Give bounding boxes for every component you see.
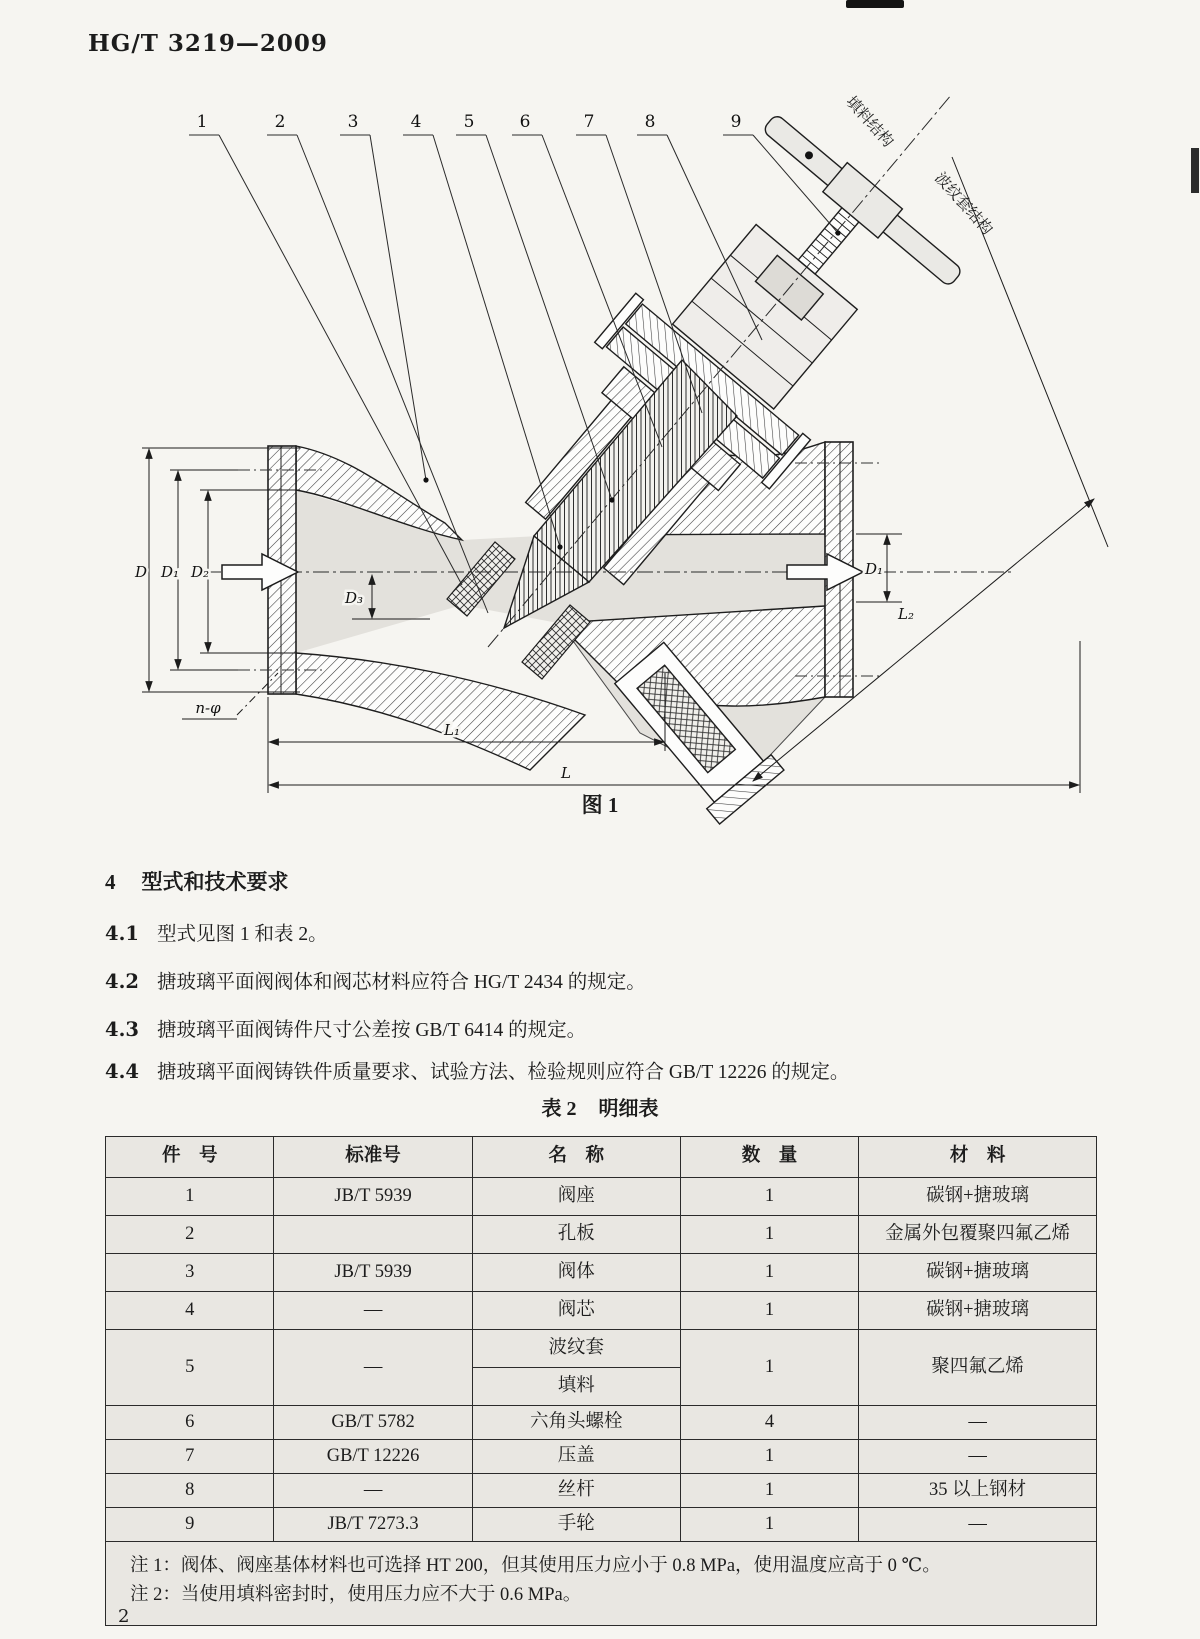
table-row [106,1292,1097,1330]
cell-qty: 1 [680,1330,858,1406]
cell-material: 35 以上钢材 [859,1474,1097,1508]
table-row [106,1440,1097,1474]
dim-label-L1: L₁ [444,721,460,739]
cell-material: 金属外包覆聚四氟乙烯 [859,1216,1097,1254]
cell-name: 手轮 [472,1508,680,1542]
cell-name: 丝杆 [472,1474,680,1508]
callout-bellows-structure: 波纹套结构 [931,169,996,239]
part-number-5: 5 [463,112,475,132]
cell-name: 阀芯 [472,1292,680,1330]
clause-number: 4.3 [105,1018,139,1041]
clause-4-4 [105,1056,849,1084]
cell-part-no: 5 [106,1330,274,1406]
part-number-3: 3 [347,112,359,132]
standard-code: HG/T 3219—2009 [88,30,328,57]
header-qty: 数 量 [680,1137,858,1178]
cell-name-packing: 填料 [472,1368,680,1406]
cell-qty: 4 [680,1406,858,1440]
part-number-1: 1 [196,112,208,132]
clause-text: 搪玻璃平面阀铸件尺寸公差按 GB/T 6414 的规定。 [156,1020,587,1041]
cell-material: — [859,1406,1097,1440]
dim-label-L2: L₂ [898,605,914,623]
table-note-1: 注 1：阀体、阀座基体材料也可选择 HT 200，但其使用压力应小于 0.8 MPa，使用温度应高于 0 ℃。 [130,1556,941,1576]
section-heading [105,866,289,896]
dim-label-D2: D₂ [190,563,210,581]
dim-label-D: D [134,563,148,581]
table-notes-row [106,1542,1097,1626]
cell-standard: JB/T 7273.3 [274,1508,472,1542]
clause-number: 4.1 [105,922,139,945]
dim-label-D1-right: D₁ [864,560,884,578]
header-standard: 标准号 [274,1137,472,1178]
cell-standard [274,1216,472,1254]
cell-name: 阀体 [472,1254,680,1292]
table-name: 明细表 [598,1098,659,1120]
table-note-2: 注 2：当使用填料密封时，使用压力应不大于 0.6 MPa。 [130,1585,582,1606]
table-notes-cell [106,1542,1097,1626]
part-number-9: 9 [730,112,742,132]
table-number: 表 2 [541,1098,577,1120]
section-number: 4 [105,870,116,894]
table-row [106,1254,1097,1292]
dim-label-D1: D₁ [160,563,180,581]
part-number-2: 2 [274,112,286,132]
cell-standard: JB/T 5939 [274,1178,472,1216]
callout-packing-structure: 填料结构 [842,93,897,151]
header-name: 名 称 [472,1137,680,1178]
cell-standard: GB/T 5782 [274,1406,472,1440]
cell-name: 阀座 [472,1178,680,1216]
cell-standard: — [274,1330,472,1406]
dim-label-L: L [561,764,571,782]
cell-qty: 1 [680,1508,858,1542]
header-part-no: 件 号 [106,1137,274,1178]
part-numbers [197,112,742,132]
cell-qty: 1 [680,1216,858,1254]
cell-part-no: 8 [106,1474,274,1508]
part-number-7: 7 [583,112,595,132]
header-material: 材 料 [859,1137,1097,1178]
detail-table [105,1136,1097,1626]
threaded-stem [798,206,860,274]
clause-number: 4.2 [105,970,139,993]
cell-name: 压盖 [472,1440,680,1474]
clause-4-2 [105,966,646,994]
table-row-5a [106,1330,1097,1368]
table-title [0,1092,1200,1121]
page-number: 2 [118,1606,130,1627]
cell-qty: 1 [680,1474,858,1508]
cell-standard: JB/T 5939 [274,1254,472,1292]
dim-label-D3: D₃ [344,589,364,607]
figure-caption: 图 1 [581,793,619,817]
part-number-8: 8 [644,112,656,132]
cell-material: 碳钢+搪玻璃 [859,1292,1097,1330]
clause-text: 型式见图 1 和表 2。 [156,924,328,945]
clause-4-3 [105,1014,586,1042]
cell-material: 碳钢+搪玻璃 [859,1178,1097,1216]
part-number-4: 4 [410,112,422,132]
clause-text: 搪玻璃平面阀铸铁件质量要求、试验方法、检验规则应符合 GB/T 12226 的规定。 [156,1062,850,1083]
cell-part-no: 6 [106,1406,274,1440]
cell-material: — [859,1440,1097,1474]
cell-material: 碳钢+搪玻璃 [859,1254,1097,1292]
cell-part-no: 4 [106,1292,274,1330]
clause-number: 4.4 [105,1060,139,1083]
clause-text: 搪玻璃平面阀阀体和阀芯材料应符合 HG/T 2434 的规定。 [156,972,646,993]
cell-part-no: 2 [106,1216,274,1254]
cell-qty: 1 [680,1292,858,1330]
scan-artifact-right [1191,148,1199,193]
valve-cross-section-figure [0,85,1200,855]
clause-4-1 [105,918,328,946]
cell-part-no: 7 [106,1440,274,1474]
cell-part-no: 9 [106,1508,274,1542]
cell-name: 孔板 [472,1216,680,1254]
cell-part-no: 1 [106,1178,274,1216]
cell-name-bellows: 波纹套 [472,1330,680,1368]
table-row [106,1178,1097,1216]
cell-qty: 1 [680,1178,858,1216]
table-row [106,1406,1097,1440]
table-row [106,1474,1097,1508]
cell-standard: GB/T 12226 [274,1440,472,1474]
cell-material: — [859,1508,1097,1542]
cell-standard: — [274,1474,472,1508]
cell-name: 六角头螺栓 [472,1406,680,1440]
cell-part-no: 3 [106,1254,274,1292]
table-row [106,1508,1097,1542]
cell-qty: 1 [680,1254,858,1292]
cell-standard: — [274,1292,472,1330]
section-title: 型式和技术要求 [141,870,289,894]
scan-artifact [846,0,904,8]
cell-qty: 1 [680,1440,858,1474]
part-number-6: 6 [519,112,531,132]
table-row [106,1216,1097,1254]
table-header-row [106,1137,1097,1178]
cell-material: 聚四氟乙烯 [859,1330,1097,1406]
dim-label-n-phi: n-φ [195,699,221,717]
